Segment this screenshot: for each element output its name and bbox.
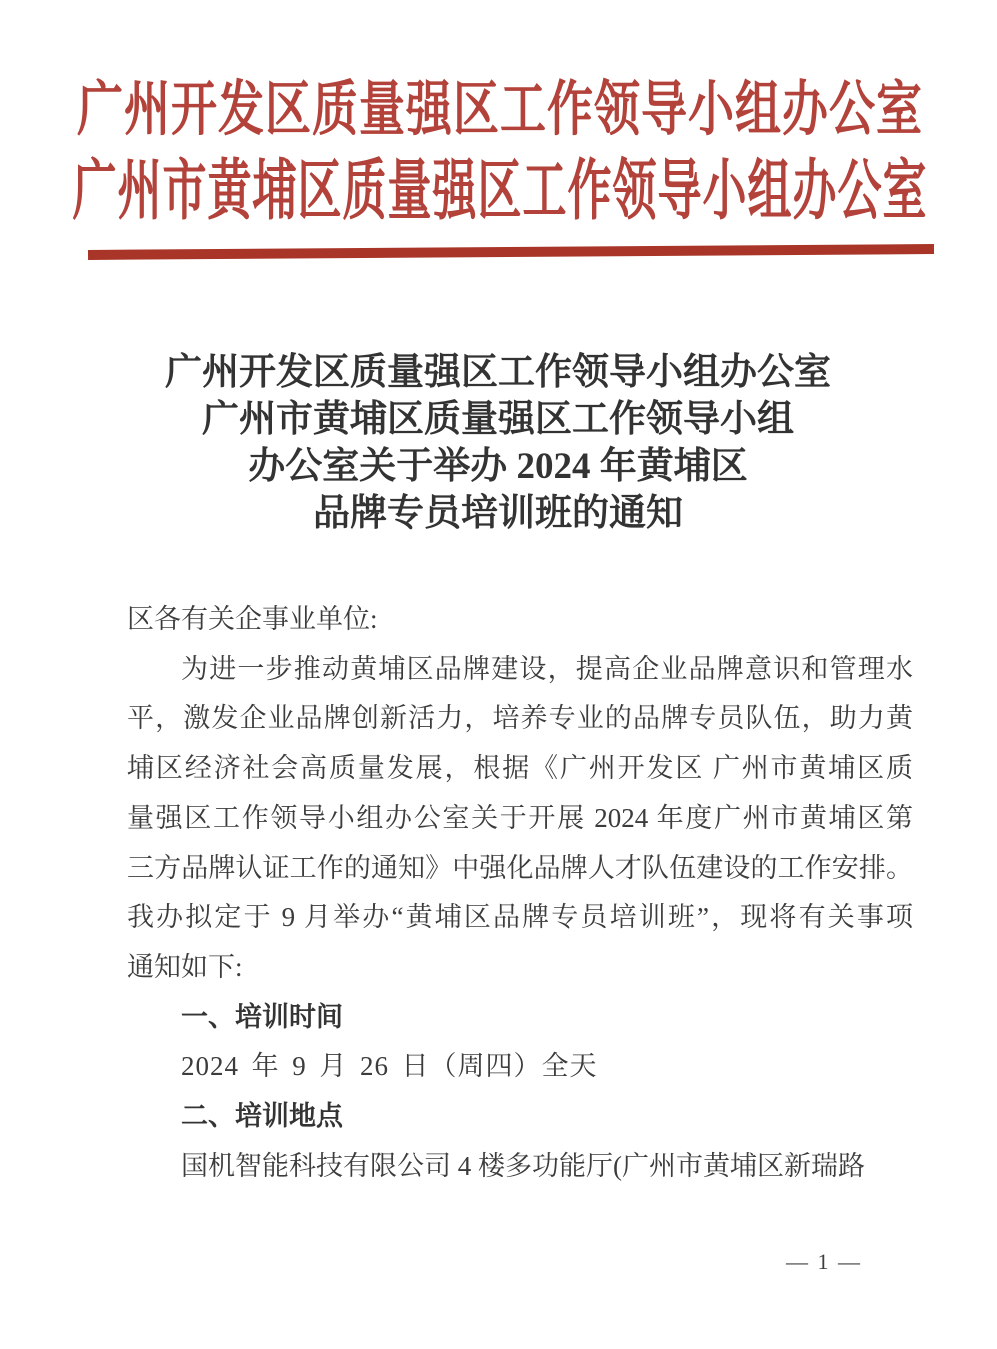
title-line-2: 广州市黄埔区质量强区工作领导小组 [202,399,794,440]
letterhead-line-2 [30,154,970,228]
body-paragraph-line: 通知如下: [127,951,243,982]
letterhead-divider-rule [88,244,934,260]
body-salutation: 区各有关企事业单位: [127,604,378,634]
body-paragraph-line: 为进一步推动黄埔区品牌建设，提高企业品牌意识和管理水 [181,653,913,684]
title-line-3: 办公室关于举办 2024 年黄埔区 [248,446,748,487]
title-line-4: 品牌专员培训班的通知 [313,493,683,534]
letterhead-line-1 [30,76,970,143]
body-paragraph-line: 我办拟定于 9 月举办“黄埔区品牌专员培训班”，现将有关事项 [127,902,913,933]
letterhead-line-2-text: 广州市黄埔区质量强区工作领导小组办公室 [72,154,928,228]
document-body [127,595,913,1191]
title-line-1: 广州开发区质量强区工作领导小组办公室 [165,352,831,393]
section-heading-1: 一、培训时间 [181,1001,343,1032]
section-heading-2: 二、培训地点 [181,1101,343,1132]
body-paragraph-line: 平，激发企业品牌创新活力，培养专业的品牌专员队伍，助力黄 [127,703,913,734]
page-number: — 1 — [786,1249,862,1274]
document-title [98,349,898,537]
body-paragraph-line: 埔区经济社会高质量发展，根据《广州开发区 广州市黄埔区质 [127,753,913,784]
body-paragraph-line: 量强区工作领导小组办公室关于开展 2024 年度广州市黄埔区第 [127,802,913,833]
body-paragraph-line: 三方品牌认证工作的通知》中强化品牌人才队伍建设的工作安排。 [127,852,913,883]
training-location-line: 国机智能科技有限公司 4 楼多功能厅(广州市黄埔区新瑞路 [181,1150,865,1181]
letterhead-line-1-text: 广州开发区质量强区工作领导小组办公室 [77,76,923,143]
training-time-line: 2024 年 9 月 26 日（周四）全天 [181,1051,598,1082]
